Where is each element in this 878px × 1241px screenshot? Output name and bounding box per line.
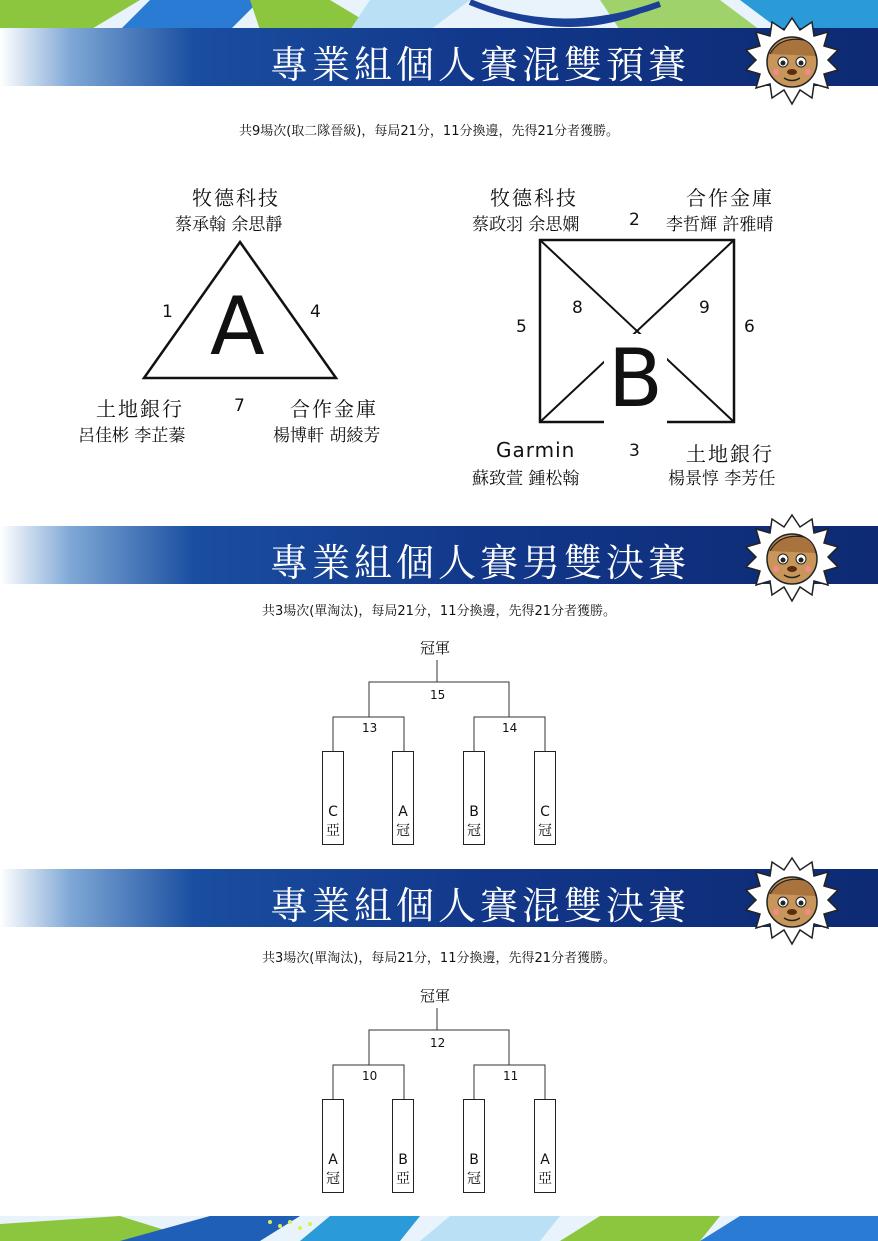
group-b-topright-team: 合作金庫 (686, 186, 774, 210)
rules-text: 共3場次(單淘汰)，每局21分，11分換邊，先得21分者獲勝。 (261, 604, 617, 619)
slot-group: B (469, 804, 479, 820)
bracket-slot (392, 751, 414, 845)
bracket-slot (463, 1099, 485, 1193)
bottom-decoration (0, 1216, 878, 1241)
group-a-right-players: 楊博軒 胡綾芳 (273, 426, 381, 446)
section-title: 專業組個人賽混雙預賽 (270, 43, 691, 87)
men-final-number: 15 (430, 688, 446, 702)
slot-rank: 冠 (467, 1171, 481, 1187)
slot-rank: 冠 (467, 823, 481, 839)
slot-rank: 冠 (396, 823, 410, 839)
slot-group: C (540, 804, 550, 820)
mixed-bracket-lines (320, 1008, 560, 1103)
men-semi-right-number: 14 (502, 721, 518, 735)
mixed-semi-right-number: 11 (503, 1069, 519, 1083)
men-bracket-lines (320, 660, 560, 755)
group-b-bottomright-players: 楊景惇 李芳任 (668, 469, 776, 489)
group-b-topleft-team: 牧德科技 (490, 186, 578, 210)
group-b-letter: B (604, 334, 667, 424)
slot-group: A (398, 804, 408, 820)
bracket-slot (534, 1099, 556, 1193)
bracket-slot (322, 751, 344, 845)
group-a-letter: A (210, 280, 265, 373)
group-a-match-left: 1 (162, 302, 173, 322)
group-b-bottomright-team: 土地銀行 (686, 442, 774, 466)
slot-group: A (540, 1152, 550, 1168)
group-a-match-bottom: 7 (234, 396, 245, 416)
group-b-match-left: 5 (516, 317, 527, 337)
group-b-match-right: 6 (744, 317, 755, 337)
group-b-match-bottom: 3 (629, 441, 640, 461)
bracket-slot (392, 1099, 414, 1193)
slot-rank: 冠 (326, 1171, 340, 1187)
slot-rank: 亞 (538, 1171, 552, 1187)
slot-group: A (328, 1152, 338, 1168)
group-a-left-team: 土地銀行 (96, 397, 184, 421)
lion-mascot-icon (744, 513, 840, 603)
group-b-topleft-players: 蔡政羽 余思嫻 (472, 215, 580, 235)
slot-group: B (398, 1152, 408, 1168)
group-b-bottomleft-players: 蘇致萱 鍾松翰 (472, 469, 580, 489)
group-b-match-top: 2 (629, 210, 640, 230)
champion-label: 冠軍 (420, 639, 451, 657)
group-a-match-right: 4 (310, 302, 321, 322)
section-title: 專業組個人賽男雙決賽 (270, 541, 691, 585)
mixed-final-number: 12 (430, 1036, 446, 1050)
rules-text: 共9場次(取二隊晉級)，每局21分，11分換邊，先得21分者獲勝。 (238, 124, 620, 139)
slot-group: B (469, 1152, 479, 1168)
rules-text: 共3場次(單淘汰)，每局21分，11分換邊，先得21分者獲勝。 (261, 951, 617, 966)
group-a-top-players: 蔡承翰 余思靜 (175, 215, 283, 235)
slot-rank: 亞 (326, 823, 340, 839)
group-a-top-team: 牧德科技 (192, 186, 280, 210)
group-b-match-diag-right: 9 (699, 298, 710, 318)
champion-label: 冠軍 (420, 987, 451, 1005)
slot-rank: 冠 (538, 823, 552, 839)
lion-mascot-icon (744, 16, 840, 106)
lion-mascot-icon (744, 856, 840, 946)
bracket-slot (463, 751, 485, 845)
group-b-bottomleft-team: Garmin (496, 438, 576, 462)
slot-rank: 亞 (396, 1171, 410, 1187)
group-b-match-diag-left: 8 (572, 298, 583, 318)
men-semi-left-number: 13 (362, 721, 378, 735)
bracket-slot (322, 1099, 344, 1193)
mixed-semi-left-number: 10 (362, 1069, 378, 1083)
slot-group: C (328, 804, 338, 820)
group-a-right-team: 合作金庫 (290, 397, 378, 421)
group-b-topright-players: 李哲輝 許雅晴 (666, 215, 774, 235)
group-a-left-players: 呂佳彬 李芷蓁 (78, 426, 186, 446)
bracket-slot (534, 751, 556, 845)
section-title: 專業組個人賽混雙決賽 (270, 884, 691, 928)
